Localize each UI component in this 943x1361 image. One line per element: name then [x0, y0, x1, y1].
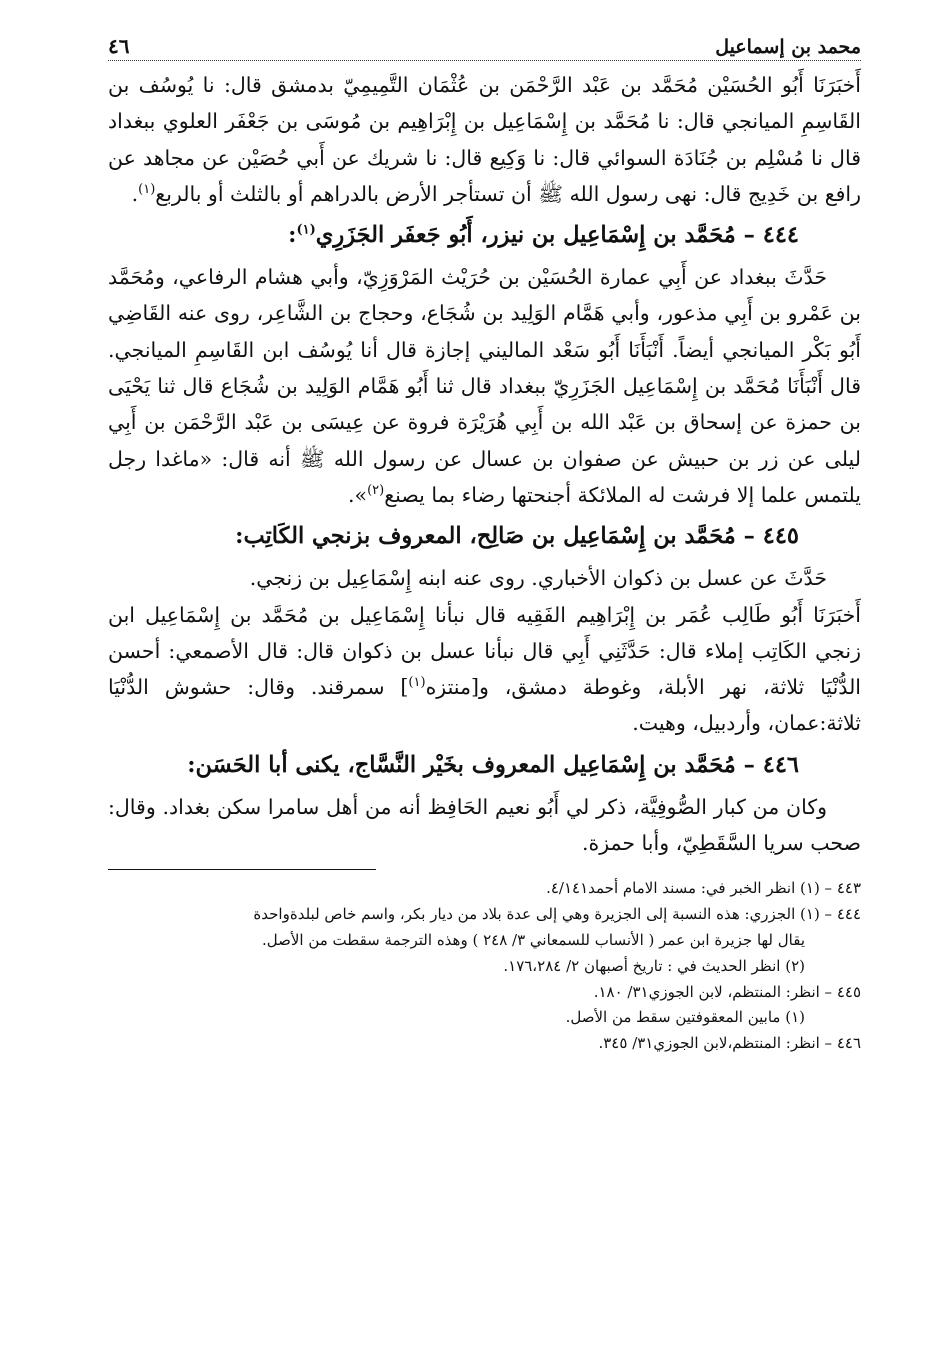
- main-text: [108, 67, 861, 861]
- entry-444-text: حَدَّثَ ببغداد عن أَبِي عمارة الحُسَيْن بن حُرَيْث المَرْوَزِيّ، وأبي هشام الرفاعي، ومُحَمَّد بن عَمْرو بن أَبِي مذعور، وأبي هَمَّام الوَلِيد بن شُجَاع، وحجاج بن الشَّاعِر، روى عنه القَاضِي أَبُو بَكْر الميانجي أيضاً. أَنْبَأَنَا أَبُو سَعْد الماليني إجازة قال أنا يُوسُف ابن القَاسِمِ الميانجي. قال أَنْبَأَنَا مُحَمَّد بن إِسْمَاعِيل الجَزَرِيّ ببغداد قال ثنا أَبُو هَمَّام الوَلِيد بن شُجَاع قال ثنا يَحْيَى بن حمزة عن إسحاق بن عَبْد الله بن أَبِي هُرَيْرَة فروة عن عِيسَى بن عَبْد الرَّحْمَن بن أَبِي ليلى عن زر بن حبيش عن صفوان بن عسال عن رسول الله ﷺ أنه قال: «ماغدا رجل يلتمس علما إلا فرشت له الملائكة أجنحتها رضاء بما يصنع$^{(٢)}$».: [108, 265, 861, 507]
- entry-446-heading: ٤٤٦ – مُحَمَّد بن إِسْمَاعِيل المعروف بخَيْر النَّسَّاج، يكنى أبا الحَسَن:: [187, 751, 799, 778]
- footnote-ref: (١): [296, 222, 316, 238]
- entry-443-text: أَخبَرَنَا أَبُو الحُسَيْن مُحَمَّد بن عَبْد الرَّحْمَن بن عُثْمَان التَّمِيمِيّ بدمشق قال: نا يُوسُف بن القَاسِمِ الميانجي قال: نا مُحَمَّد بن إِسْمَاعِيل بن إِبْرَاهِيم بن مُوسَى بن جَعْفَر العلوي ببغداد قال نا مُسْلِم بن جُنَادَة السوائي قال: نا وَكِيع قال: نا شريك عن أَبي حُصَيْن عن مجاهد عن رافع بن خَدِيج قال: نهى رسول الله ﷺ أن تستأجر الأرض بالدراهم أو بالثلث أو بالربع$^{(١)}$.: [108, 73, 861, 206]
- footnotes: [108, 876, 861, 1057]
- entry-446-text: وكان من كبار الصُّوفِيَّة، ذكر لي أَبُو نعيم الحَافِظ أنه من أهل سامرا سكن بغداد. وقال: صحب سريا السَّقَطِيّ، وأبا حمزة.: [108, 794, 861, 856]
- footnote-ref: (٢): [367, 483, 385, 499]
- page-number: ٤٦: [108, 34, 130, 58]
- footnote-ref: (١): [408, 675, 426, 691]
- running-head: [108, 34, 861, 61]
- footnote-444-1: ٤٤٤ – (١) الجزري: هذه النسبة إلى الجزيرة وهي إلى عدة بلاد من ديار بكر، واسم خاص لبلدةواحدة: [253, 905, 861, 924]
- entry-445-intro: حَدَّثَ عن عسل بن ذكوان الأخباري. روى عنه ابنه إِسْمَاعِيل بن زنجي.: [249, 566, 827, 591]
- footnote-ref: (١): [138, 182, 156, 198]
- footnote-443: ٤٤٣ – (١) انظر الخبر في: مسند الامام أحمد٤/١٤١.: [546, 879, 861, 898]
- entry-444-heading: ٤٤٤ – مُحَمَّد بن إِسْمَاعِيل بن نيزر، أَبُو جَعفَر الجَزَرِي$^{(١)}$:: [288, 222, 799, 249]
- footnote-445: ٤٤٥ – انظر: المنتظم، لابن الجوزي٣١/ ١٨٠.: [593, 982, 861, 1001]
- footnote-445-1: (١) مابين المعقوفتين سقط من الأصل.: [565, 1008, 805, 1027]
- footnote-divider: [108, 869, 376, 870]
- footnote-444-1-continued: يقال لها جزيرة ابن عمر ( الأنساب للسمعاني ٣/ ٢٤٨ ) وهذه الترجمة سقطت من الأصل.: [261, 930, 805, 949]
- footnote-444-2: (٢) انظر الحديث في : تاريخ أصبهان ٢/ ١٧٦،٢٨٤.: [503, 956, 805, 975]
- entry-445-text: أَخبَرَنَا أَبُو طَالِب عُمَر بن إِبْرَاهِيم الفَقِيه قال نبأنا إِسْمَاعِيل بن مُحَمَّد بن إِسْمَاعِيل ابن زنجي الكَاتِب إملاء قال: حَدَّثَنِي أَبِي قال نبأنا عسل بن ذكوان قال: قال الأصمعي: أحسن الدُّنْيَا ثلاثة، نهر الأبلة، وغوطة دمشق، و[منتزه$^{(١)}$] سمرقند. وقال: حشوش الدُّنْيَا ثلاثة:عمان، وأردبيل، وهيت.: [108, 602, 862, 736]
- running-title: محمد بن إسماعيل: [715, 36, 861, 58]
- footnote-446: ٤٤٦ – انظر: المنتظم،لابن الجوزي٣١/ ٣٤٥.: [598, 1034, 861, 1053]
- entry-445-heading: ٤٤٥ – مُحَمَّد بن إِسْمَاعِيل بن صَالِح، المعروف بزنجي الكَاتِب:: [235, 523, 799, 550]
